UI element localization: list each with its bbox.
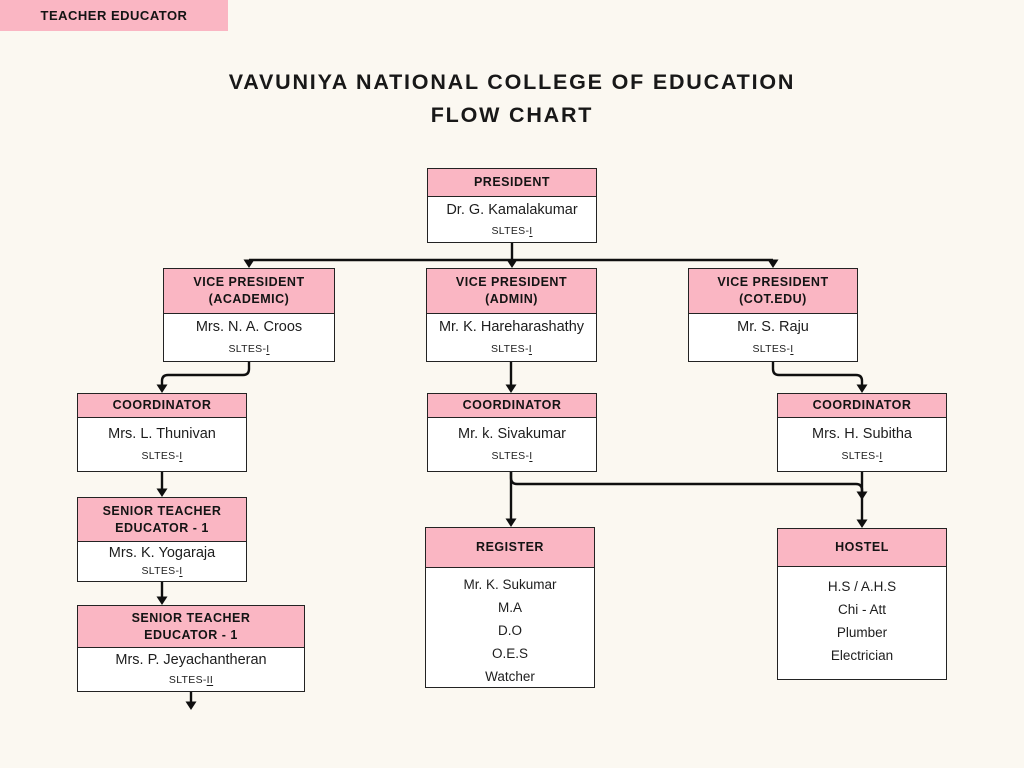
node-title: VICE PRESIDENT (ACADEMIC): [164, 269, 334, 314]
node-grade: SLTES-I: [491, 225, 533, 238]
arrowhead: [857, 520, 868, 529]
staff-item: O.E.S: [491, 646, 528, 661]
node-title: REGISTER: [426, 528, 594, 568]
org-node-president: [427, 168, 597, 243]
node-title: SENIOR TEACHER EDUCATOR - 1: [78, 498, 246, 542]
arrowhead: [157, 597, 168, 606]
node-title: COORDINATOR: [428, 394, 596, 418]
node-grade: SLTES-I: [228, 342, 270, 355]
node-name: Mrs. K. Yogaraja: [108, 544, 216, 561]
staff-item: H.S / A.H.S: [827, 579, 897, 594]
node-grade: SLTES-I: [141, 449, 183, 462]
connector-coordinator-branch-to-hostel: [511, 472, 862, 492]
node-title: PRESIDENT: [428, 169, 596, 197]
arrowhead: [506, 385, 517, 394]
node-name: Mr. S. Raju: [737, 319, 809, 336]
staff-item: Mr. K. Sukumar: [463, 577, 557, 592]
node-title: TEACHER EDUCATOR: [40, 8, 188, 23]
arrowhead: [186, 702, 197, 711]
node-title: HOSTEL: [778, 529, 946, 567]
arrowhead: [157, 385, 168, 394]
arrowhead: [857, 492, 868, 501]
arrowhead: [507, 260, 518, 269]
org-node-register: [425, 527, 595, 688]
staff-item: Watcher: [485, 669, 535, 684]
arrowhead: [768, 260, 779, 269]
node-name: Mrs. P. Jeyachantheran: [115, 652, 267, 669]
node-body: [427, 314, 596, 360]
node-title: VICE PRESIDENT (COT.EDU): [689, 269, 857, 314]
connector-vp-cot-to-coordinator: [773, 362, 862, 386]
node-body: [428, 418, 596, 470]
node-name: Mr. k. Sivakumar: [458, 426, 566, 443]
node-grade: SLTES-I: [491, 449, 533, 462]
staff-item: Chi - Att: [837, 602, 886, 617]
node-title: COORDINATOR: [78, 394, 246, 418]
node-name: Dr. G. Kamalakumar: [446, 201, 578, 218]
org-node-vice-president-cot-edu: [688, 268, 858, 362]
org-node-coordinator-academic: [77, 393, 247, 472]
page-title-line2: FLOW CHART: [430, 103, 594, 127]
node-body: [164, 314, 334, 360]
org-node-coordinator-cot-edu: [777, 393, 947, 472]
node-body: [428, 197, 596, 242]
org-node-coordinator-admin: [427, 393, 597, 472]
node-grade: SLTES-II: [168, 673, 214, 686]
org-node-vice-president-admin: [426, 268, 597, 362]
node-name: Mrs. H. Subitha: [812, 426, 912, 443]
arrowhead: [506, 519, 517, 528]
node-grade: SLTES-I: [491, 342, 532, 355]
node-body: [689, 314, 857, 360]
arrowhead: [857, 385, 868, 394]
node-name: Mr. K. Hareharashathy: [438, 319, 585, 336]
node-name: Mrs. L. Thunivan: [108, 426, 216, 443]
staff-item: D.O: [497, 623, 522, 638]
node-body: [426, 568, 594, 686]
org-node-senior-teacher-educator-2: [77, 605, 305, 692]
page-title-line1: VAVUNIYA NATIONAL COLLEGE OF EDUCATION: [228, 70, 796, 94]
node-body: [778, 418, 946, 470]
staff-item: M.A: [497, 600, 522, 615]
staff-item: Electrician: [830, 648, 894, 663]
node-title: VICE PRESIDENT (ADMIN): [427, 269, 596, 314]
node-title: COORDINATOR: [778, 394, 946, 418]
node-body: [78, 418, 246, 470]
node-grade: SLTES-I: [752, 342, 794, 355]
node-body: [78, 648, 304, 690]
org-node-vice-president-academic: [163, 268, 335, 362]
connector-vp-academic-to-coordinator: [162, 362, 249, 386]
org-node-senior-teacher-educator-1: [77, 497, 247, 582]
staff-item: Plumber: [836, 625, 888, 640]
arrowhead: [157, 489, 168, 498]
node-title: SENIOR TEACHER EDUCATOR - 1: [78, 606, 304, 648]
node-grade: SLTES-I: [841, 449, 883, 462]
node-body: [778, 567, 946, 677]
arrowhead: [244, 260, 255, 269]
org-node-hostel: [777, 528, 947, 680]
node-name: Mrs. N. A. Croos: [195, 319, 303, 336]
node-body: [78, 542, 246, 580]
node-grade: SLTES-I: [141, 565, 183, 578]
